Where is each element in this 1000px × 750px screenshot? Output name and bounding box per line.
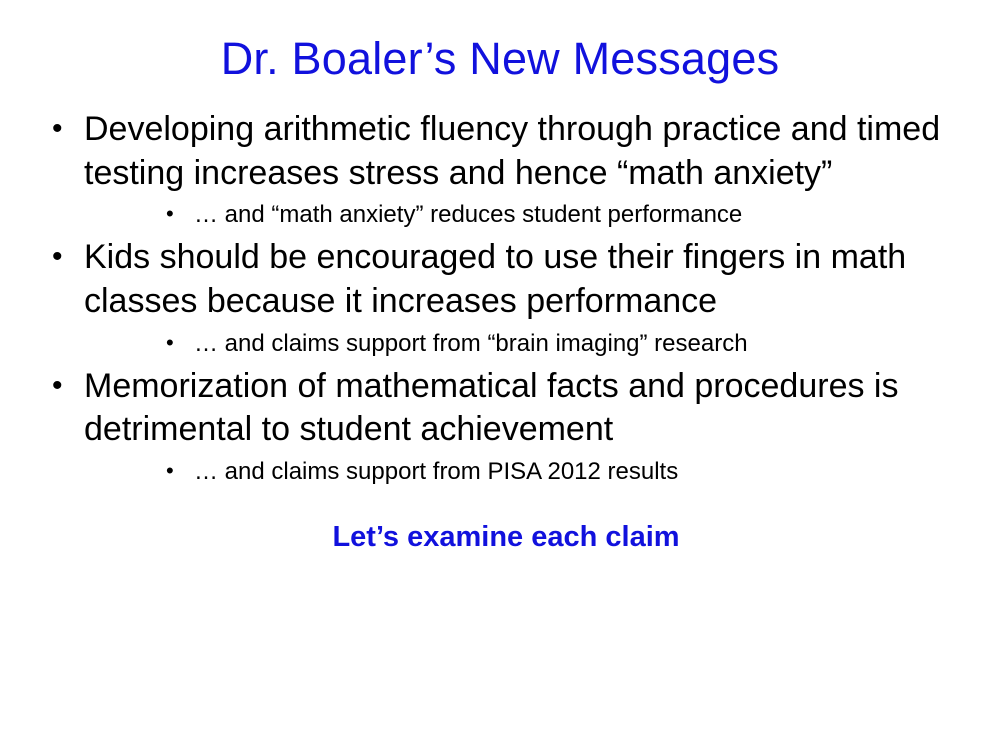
closing-statement: Let’s examine each claim bbox=[332, 520, 680, 553]
bullet-list-level2 bbox=[84, 199, 974, 230]
bullet-icon: • bbox=[52, 112, 63, 146]
list-item bbox=[154, 199, 974, 230]
page-title: Dr. Boaler’s New Messages bbox=[220, 33, 780, 84]
list-item-text: … and “math anxiety” reduces student performance bbox=[194, 201, 743, 229]
bullet-icon: • bbox=[166, 329, 174, 355]
list-item-text: … and claims support from “brain imaging” research bbox=[194, 329, 748, 357]
bullet-icon: • bbox=[52, 368, 63, 402]
bullet-list-level2 bbox=[84, 328, 974, 359]
bullet-list-level1 bbox=[38, 108, 974, 487]
list-item-text: Developing arithmetic fluency through practice and timed testing increases stress and hence “math anxiety” bbox=[84, 110, 941, 192]
list-item bbox=[154, 456, 974, 487]
list-item-text: … and claims support from PISA 2012 results bbox=[194, 457, 679, 485]
list-item bbox=[38, 236, 974, 358]
bullet-icon: • bbox=[166, 457, 174, 483]
bullet-icon: • bbox=[166, 201, 174, 227]
bullet-list-level2 bbox=[84, 456, 974, 487]
slide-body bbox=[0, 108, 1000, 554]
list-item bbox=[38, 108, 974, 230]
list-item-text: Kids should be encouraged to use their fingers in math classes because it increases performance bbox=[84, 238, 907, 320]
list-item bbox=[154, 328, 974, 359]
bullet-icon: • bbox=[52, 240, 63, 274]
list-item-text: Memorization of mathematical facts and procedures is detrimental to student achievement bbox=[84, 366, 899, 449]
list-item bbox=[38, 365, 974, 487]
